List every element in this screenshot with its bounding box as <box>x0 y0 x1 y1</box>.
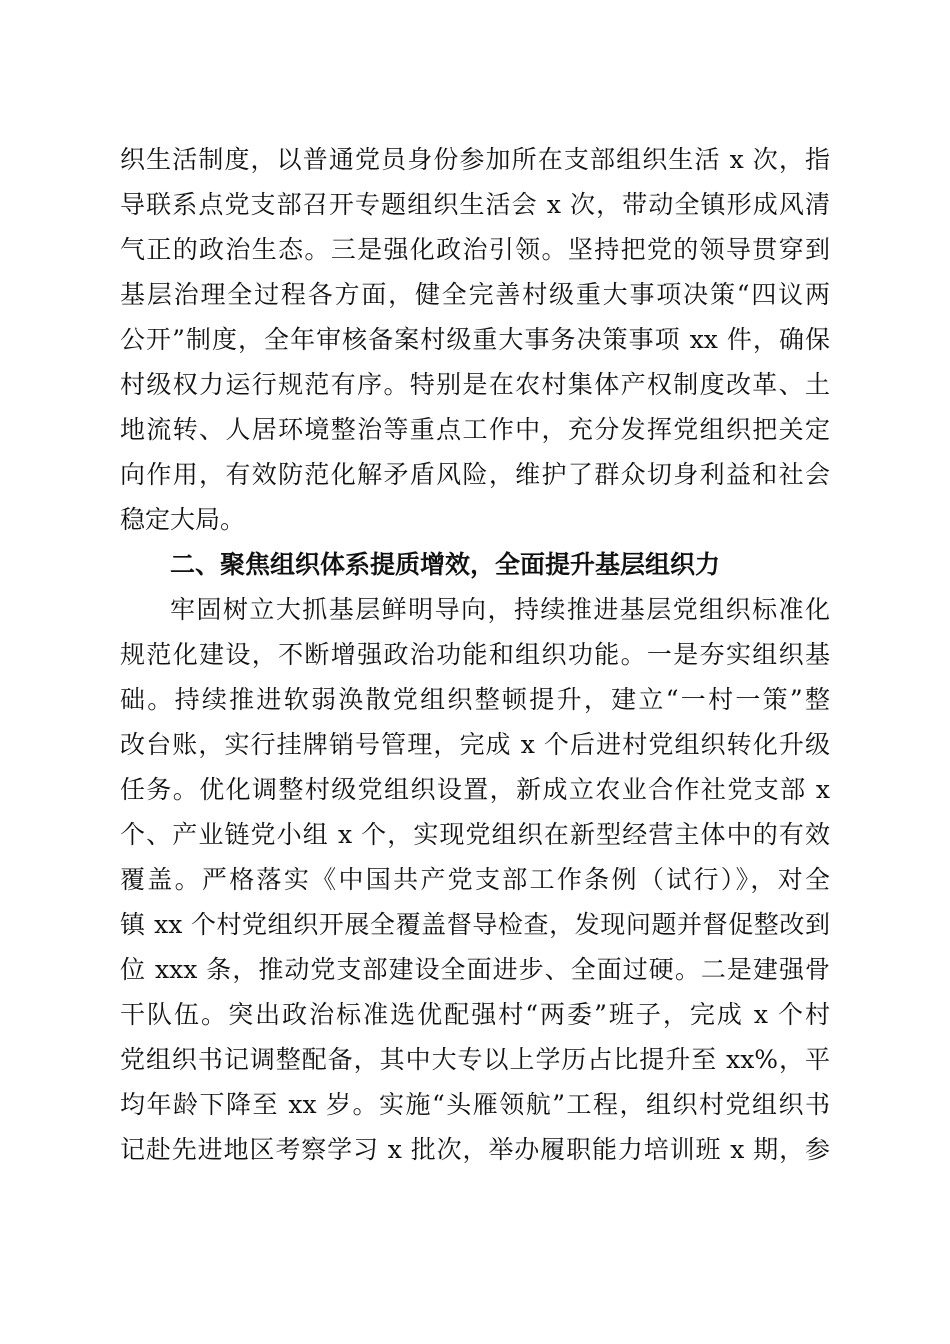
text-line: 织生活制度，以普通党员身份参加所在支部组织生活 x 次，指 <box>120 145 830 174</box>
text-line: 公开”制度，全年审核备案村级重大事务决策事项 xx 件，确保 <box>120 325 830 354</box>
text-line: 干队伍。突出政治标准选优配强村“两委”班子，完成 x 个村 <box>120 1000 830 1029</box>
text-line: 个、产业链党小组 x 个，实现党组织在新型经营主体中的有效 <box>120 820 830 849</box>
paragraph-political-life <box>120 137 830 542</box>
text-line: 导联系点党支部召开专题组织生活会 x 次，带动全镇形成风清 <box>120 190 830 219</box>
section-heading: 二、聚焦组织体系提质增效，全面提升基层组织力 <box>170 550 721 579</box>
text-line: 党组织书记调整配备，其中大专以上学历占比提升至 xx%，平 <box>120 1045 830 1074</box>
text-line: 村级权力运行规范有序。特别是在农村集体产权制度改革、土 <box>120 370 830 399</box>
text-line: 础。持续推进软弱涣散党组织整顿提升，建立“一村一策”整 <box>120 685 830 714</box>
text-line: 位 xxx 条，推动党支部建设全面进步、全面过硬。二是建强骨 <box>120 955 830 984</box>
text-line: 规范化建设，不断增强政治功能和组织功能。一是夯实组织基 <box>120 640 830 669</box>
text-line: 稳定大局。 <box>120 505 246 534</box>
text-line: 基层治理全过程各方面，健全完善村级重大事项决策“四议两 <box>120 280 830 309</box>
text-line: 任务。优化调整村级党组织设置，新成立农业合作社党支部 x <box>120 775 830 804</box>
text-line: 镇 xx 个村党组织开展全覆盖督导检查，发现问题并督促整改到 <box>120 910 830 939</box>
text-line: 牢固树立大抓基层鲜明导向，持续推进基层党组织标准化 <box>170 595 830 624</box>
text-line: 气正的政治生态。三是强化政治引领。坚持把党的领导贯穿到 <box>120 235 830 264</box>
text-line: 记赴先进地区考察学习 x 批次，举办履职能力培训班 x 期，参 <box>120 1135 830 1164</box>
text-line: 向作用，有效防范化解矛盾风险，维护了群众切身利益和社会 <box>120 460 830 489</box>
text-line: 改台账，实行挂牌销号管理，完成 x 个后进村党组织转化升级 <box>120 730 830 759</box>
text-line: 均年龄下降至 xx 岁。实施“头雁领航”工程，组织村党组织书 <box>120 1090 830 1119</box>
text-line: 地流转、人居环境整治等重点工作中，充分发挥党组织把关定 <box>120 415 830 444</box>
paragraph-organization-system <box>120 587 830 1172</box>
text-line: 覆盖。严格落实《中国共产党支部工作条例（试行）》，对全 <box>120 865 830 894</box>
